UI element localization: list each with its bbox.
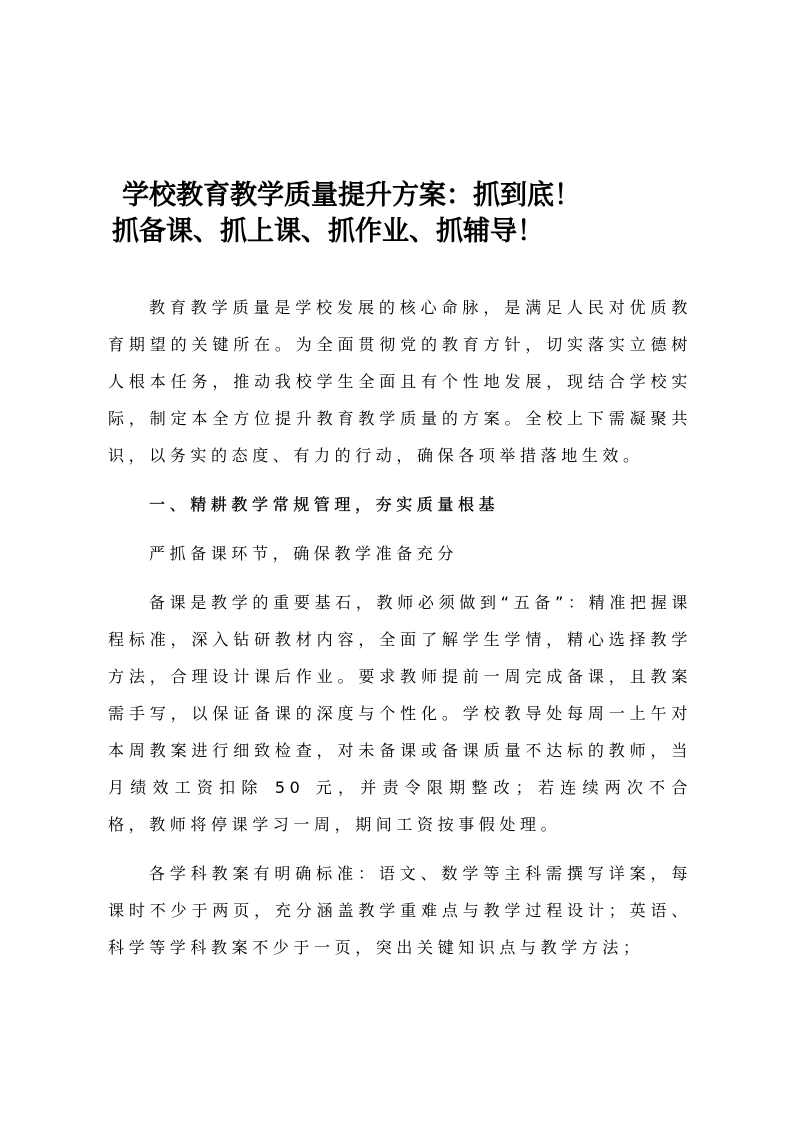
- section-1-paragraph-2: 各学科教案有明确标准：语文、数学等主科需撰写详案，每课时不少于两页，充分涵盖教学重难点与教学过程设计；英语、科学等学科教案不少于一页，突出关键知识点与教学方法；: [108, 864, 692, 957]
- intro-paragraph: 教育教学质量是学校发展的核心命脉，是满足人民对优质教育期望的关键所在。为全面贯彻党的教育方针，切实落实立德树人根本任务，推动我校学生全面且有个性地发展，现结合学校实际，制定本全方位提升教育教学质量的方案。全校上下需凝聚共识，以务实的态度、有力的行动，确保各项举措落地生效。: [108, 298, 692, 465]
- section-1-subheading: 严抓备课环节，确保教学准备充分: [149, 544, 459, 563]
- document-title: [100, 178, 720, 250]
- title-line-1: 学校教育教学质量提升方案：抓到底！: [122, 180, 581, 212]
- section-1-paragraph-1: 备课是教学的重要基石，教师必须做到“五备”：精准把握课程标准，深入钻研教材内容，全面了解学生学情，精心选择教学方法，合理设计课后作业。要求教师提前一周完成备课，且教案需手写，以保证备课的深度与个性化。学校教导处每周一上午对本周教案进行细致检查，对未备课或备课质量不达标的教师，当月绩效工资扣除 50 元，并责令限期整改；若连续两次不合格，教师将停课学习一周，期间工资按事假处理。: [108, 593, 692, 834]
- section-1-heading: 一、精耕教学常规管理，夯实质量根基: [149, 495, 500, 514]
- document-body: [108, 289, 692, 966]
- title-line-2: 抓备课、抓上课、抓作业、抓辅导！: [112, 216, 544, 248]
